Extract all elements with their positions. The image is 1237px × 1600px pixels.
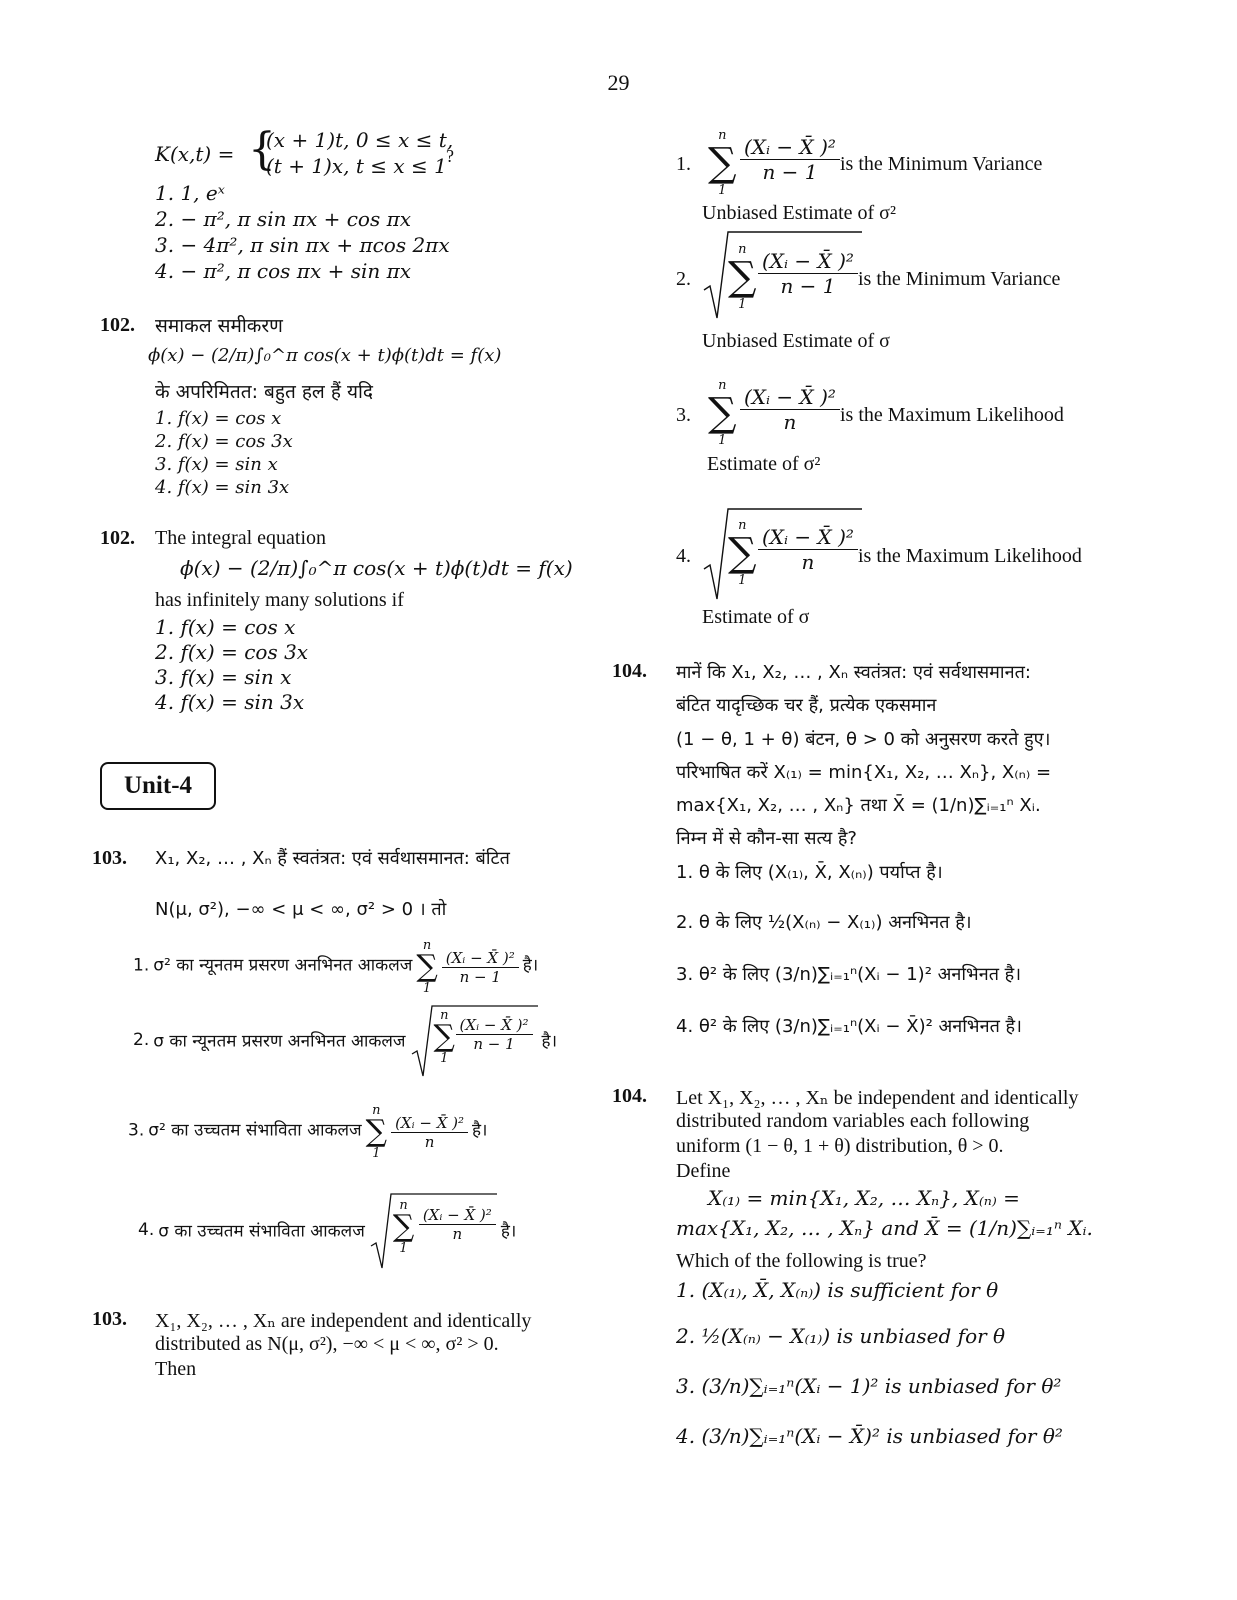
q103-en-opt2-num: 2. <box>676 268 691 290</box>
q104-en-option-1: 1. (X₍₁₎, X̄, X₍ₙ₎) is sufficient for θ <box>676 1278 999 1302</box>
q102-en-option-3: 3. f(x) = sin x <box>155 665 292 689</box>
q103-en-opt2-second: Unbiased Estimate of σ <box>702 330 890 352</box>
q102-en-option-4: 4. f(x) = sin 3x <box>155 690 305 714</box>
q104-hi-line-2: बंटित यादृच्छिक चर हैं, प्रत्येक एकसमान <box>676 695 937 716</box>
q104-hi-option-1: 1. θ के लिए (X₍₁₎, X̄, X₍ₙ₎) पर्याप्त है। <box>676 862 943 883</box>
q103-en-line-1: X₁, X₂, … , Xₙ are independent and identically <box>155 1310 532 1332</box>
q102-hi-option-3: 3. f(x) = sin x <box>155 454 278 475</box>
q103-hi-option-4: 4. σ का उच्चतम संभाविता आकलज n ∑ 1 $\frac{\text{(Xᵢ − X̄ )²}}{n}$ है। <box>138 1190 516 1270</box>
q103-en-opt3-summation: n ∑ 1 <box>708 378 737 448</box>
q104-en-line-4: Define <box>676 1160 731 1182</box>
q103-en-opt1-summation: n ∑ 1 <box>708 128 737 198</box>
q103-en-opt3-num: 3. <box>676 404 691 426</box>
q102-en-number: 102. <box>100 527 135 549</box>
sqrt-expression: n ∑ 1 $\frac{\text{(Xᵢ − X̄ )²}}{n - 1}$ <box>410 1002 538 1078</box>
q103-en-opt2-summation: n ∑ 1 <box>728 242 757 312</box>
q103-en-opt2-tail: is the Minimum Variance <box>858 268 1061 290</box>
q102-hi-condition: के अपरिमितत: बहुत हल हैं यदि <box>155 381 373 403</box>
unit-heading: Unit-4 <box>100 762 216 810</box>
q103-hi-line-1: X₁, X₂, … , Xₙ हैं स्वतंत्रत: एवं सर्वथासमानत: बंटित <box>155 848 510 869</box>
q103-en-opt3-fraction: $\frac{\text{(Xᵢ − X̄ )²}}{n}$ <box>740 385 840 434</box>
q104-en-line-6: max{X₁, X₂, … , Xₙ} and X̄ = (1/n)∑ᵢ₌₁ⁿ Xᵢ. <box>676 1216 1093 1240</box>
q102-en-option-1: 1. f(x) = cos x <box>155 615 296 639</box>
q104-en-option-2: 2. ½(X₍ₙ₎ − X₍₁₎) is unbiased for θ <box>676 1324 1006 1348</box>
q101-option-2: 2. − π², π sin πx + cos πx <box>155 207 412 231</box>
q104-en-line-3: uniform (1 − θ, 1 + θ) distribution, θ > 0. <box>676 1135 1004 1157</box>
q102-en-equation: ϕ(x) − (2/π)∫₀^π cos(x + t)ϕ(t)dt = f(x) <box>180 556 573 580</box>
q103-en-line-2: distributed as N(μ, σ²), −∞ < μ < ∞, σ² > 0. <box>155 1333 499 1355</box>
q103-en-line-3: Then <box>155 1358 197 1380</box>
summation: n ∑ 1 <box>365 1103 388 1161</box>
q103-hi-option-3: 3. σ² का उच्चतम संभाविता आकलज n ∑ 1 $\frac{\text{(Xᵢ − X̄ )²}}{n}$ है। <box>128 1103 488 1161</box>
q102-hi-option-4: 4. f(x) = sin 3x <box>155 477 290 498</box>
right-column <box>612 0 1212 1600</box>
kernel-question-mark: ? <box>446 146 454 166</box>
q104-hi-line-3: (1 − θ, 1 + θ) बंटन, θ > 0 को अनुसरण करते हुए। <box>676 729 1051 750</box>
q103-hi-line-2: N(μ, σ²), −∞ < μ < ∞, σ² > 0 । तो <box>155 899 447 920</box>
q104-hi-option-2: 2. θ के लिए ½(X₍ₙ₎ − X₍₁₎) अनभिनत है। <box>676 912 972 933</box>
q103-en-opt1-fraction: $\frac{\text{(Xᵢ − X̄ )²}}{n - 1}$ <box>740 135 840 184</box>
q104-en-option-4: 4. (3/n)∑ᵢ₌₁ⁿ(Xᵢ − X̄)² is unbiased for θ² <box>676 1424 1063 1448</box>
q104-hi-option-4: 4. θ² के लिए (3/n)∑ᵢ₌₁ⁿ(Xᵢ − X̄)² अनभिनत है। <box>676 1016 1022 1037</box>
fraction: $\frac{\text{(Xᵢ − X̄ )²}}{n - 1}$ <box>442 949 519 986</box>
q103-hi-option-1: 1. σ² का न्यूनतम प्रसरण अनभिनत आकलज n ∑ 1 $\frac{\text{(Xᵢ − X̄ )²}}{n - 1}$ है। <box>133 938 539 996</box>
q102-en-condition: has infinitely many solutions if <box>155 589 404 611</box>
kernel-case-2: (t + 1)x, t ≤ x ≤ 1 <box>266 154 447 178</box>
q102-hi-number: 102. <box>100 314 135 336</box>
q104-hi-line-5: max{X₁, X₂, … , Xₙ} तथा X̄ = (1/n)∑ᵢ₌₁ⁿ Xᵢ. <box>676 795 1041 816</box>
q102-hi-title: समाकल समीकरण <box>155 315 283 337</box>
q103-en-opt4-fraction: $\frac{\text{(Xᵢ − X̄ )²}}{n}$ <box>758 525 858 574</box>
q103-en-opt3-second: Estimate of σ² <box>707 453 821 475</box>
page-number: 29 <box>607 70 630 95</box>
q104-en-line-7: Which of the following is true? <box>676 1250 927 1272</box>
q103-en-opt4-second: Estimate of σ <box>702 606 810 628</box>
q101-option-3: 3. − 4π², π sin πx + πcos 2πx <box>155 233 450 257</box>
q103-en-opt2-fraction: $\frac{\text{(Xᵢ − X̄ )²}}{n - 1}$ <box>758 249 858 298</box>
q104-en-number: 104. <box>612 1085 647 1107</box>
kernel-brace: { <box>248 124 276 175</box>
q103-hi-number: 103. <box>92 847 127 869</box>
q102-hi-option-1: 1. f(x) = cos x <box>155 408 282 429</box>
q103-en-opt1-second: Unbiased Estimate of σ² <box>702 202 896 224</box>
q103-hi-option-2: 2. σ का न्यूनतम प्रसरण अनभिनत आकलज n ∑ 1 $\frac{\text{(Xᵢ − X̄ )²}}{n - 1}$ है। <box>133 1002 557 1078</box>
q103-en-number: 103. <box>92 1308 127 1330</box>
q102-hi-equation: ϕ(x) − (2/π)∫₀^π cos(x + t)ϕ(t)dt = f(x) <box>148 345 502 366</box>
q103-en-opt4-num: 4. <box>676 545 691 567</box>
q103-en-opt1-num: 1. <box>676 153 691 175</box>
q104-hi-number: 104. <box>612 660 647 682</box>
left-column <box>92 0 630 1600</box>
q104-en-option-3: 3. (3/n)∑ᵢ₌₁ⁿ(Xᵢ − 1)² is unbiased for θ² <box>676 1374 1062 1398</box>
q102-hi-option-2: 2. f(x) = cos 3x <box>155 431 293 452</box>
q102-en-title: The integral equation <box>155 527 327 549</box>
q104-en-line-2: distributed random variables each following <box>676 1110 1030 1132</box>
sqrt-expression: n ∑ 1 $\frac{\text{(Xᵢ − X̄ )²}}{n}$ <box>369 1190 497 1270</box>
summation: n ∑ 1 <box>416 938 438 996</box>
q103-en-opt4-summation: n ∑ 1 <box>728 518 757 588</box>
q104-en-line-5: X₍₁₎ = min{X₁, X₂, … Xₙ}, X₍ₙ₎ = <box>708 1186 1020 1210</box>
q104-hi-option-3: 3. θ² के लिए (3/n)∑ᵢ₌₁ⁿ(Xᵢ − 1)² अनभिनत है। <box>676 964 1022 985</box>
q101-option-1: 1. 1, eˣ <box>155 181 225 205</box>
q104-hi-line-1: मानें कि X₁, X₂, … , Xₙ स्वतंत्रत: एवं सर्वथासमानत: <box>676 662 1031 683</box>
q104-hi-line-6: निम्न में से कौन-सा सत्य है? <box>676 828 857 849</box>
q101-option-4: 4. − π², π cos πx + sin πx <box>155 259 412 283</box>
q104-hi-line-4: परिभाषित करें X₍₁₎ = min{X₁, X₂, … Xₙ}, X₍ₙ₎ = <box>676 762 1052 783</box>
q102-en-option-2: 2. f(x) = cos 3x <box>155 640 309 664</box>
q104-en-line-1: Let X₁, X₂, … , Xₙ be independent and identically <box>676 1087 1079 1109</box>
q103-en-opt3-tail: is the Maximum Likelihood <box>840 404 1064 426</box>
fraction: $\frac{\text{(Xᵢ − X̄ )²}}{n}$ <box>391 1114 468 1151</box>
kernel-case-1: (x + 1)t, 0 ≤ x ≤ t, <box>266 128 454 152</box>
q103-en-opt4-tail: is the Maximum Likelihood <box>858 545 1082 567</box>
kernel-lhs: K(x,t) = <box>155 142 235 166</box>
q103-en-opt1-tail: is the Minimum Variance <box>840 153 1043 175</box>
